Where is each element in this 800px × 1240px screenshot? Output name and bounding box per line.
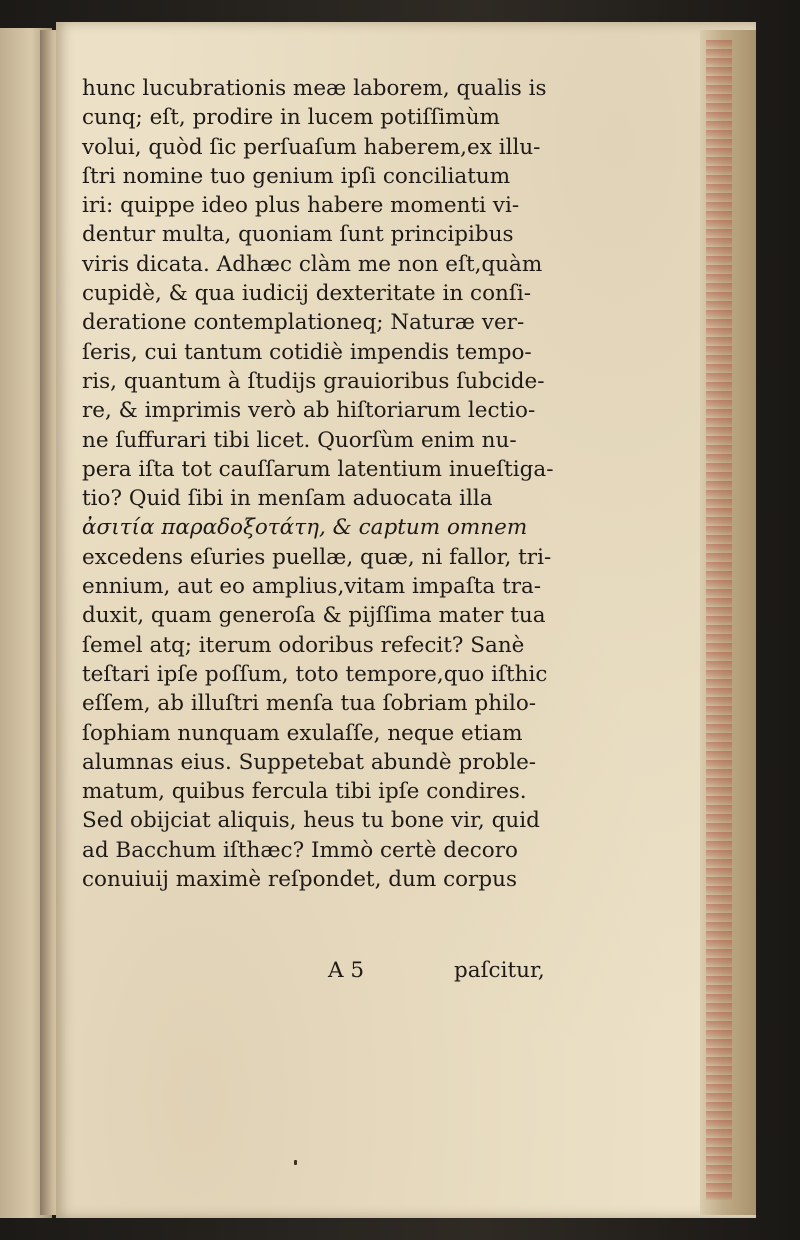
text-line: ad Bacchum iſthæc? Immò certè decoro bbox=[82, 837, 518, 863]
text-line: teſtari ipſe poſſum, toto tempore,quo iſthic bbox=[82, 661, 548, 687]
text-line: dentur multa, quoniam ſunt principibus bbox=[82, 222, 514, 248]
signature-mark: A 5 bbox=[328, 958, 365, 983]
text-line: conuiuij maximè reſpondet, dum corpus bbox=[82, 867, 517, 893]
text-line: alumnas eius. Suppetebat abundè proble- bbox=[82, 749, 537, 775]
text-line-greek: ἀσιτία παραδοξοτάτη, & captum omnem bbox=[82, 515, 528, 541]
text-line: deratione contemplationeq; Naturæ ver- bbox=[82, 310, 525, 336]
text-line: tio? Quid ſibi in menſam aduocata illa bbox=[82, 486, 493, 512]
text-line: cunq; eſt, prodire in lucem potiſſimùm bbox=[82, 105, 500, 131]
text-line: ſophiam nunquam exulaſſe, neque etiam bbox=[82, 720, 523, 746]
text-line: hunc lucubrationis meæ laborem, qualis is bbox=[82, 76, 547, 101]
text-line: volui, quòd ſic perſuaſum haberem,ex illu- bbox=[82, 134, 541, 160]
text-line: Sed obijciat aliquis, heus tu bone vir, quid bbox=[82, 808, 540, 834]
text-line: cupidè, & qua iudicij dexteritate in conſi- bbox=[82, 281, 531, 307]
text-line: ris, quantum à ſtudijs grauioribus ſubcide- bbox=[82, 368, 545, 394]
text-line: eſſem, ab illuſtri menſa tua ſobriam philo- bbox=[82, 691, 537, 717]
text-line: duxit, quam generoſa & pijſſima mater tua bbox=[82, 603, 546, 629]
text-line: ſemel atq; iterum odoribus refecit? Sanè bbox=[82, 632, 525, 658]
text-line: pera iſta tot cauſſarum latentium inueſtiga- bbox=[82, 456, 554, 482]
text-line: viris dicata. Adhæc clàm me non eſt,quàm bbox=[82, 251, 543, 277]
text-line: ſeris, cui tantum cotidiè impendis tempo- bbox=[82, 339, 532, 365]
catchword: paſcitur, bbox=[454, 958, 545, 983]
red-edge-staining bbox=[706, 40, 732, 1200]
ink-speck bbox=[294, 1160, 297, 1165]
text-line: ne ſuffurari tibi licet. Quorſùm enim nu- bbox=[82, 427, 517, 453]
text-line: re, & imprimis verò ab hiſtoriarum lectio- bbox=[82, 398, 536, 424]
text-line: excedens eſuries puellæ, quæ, ni fallor, tri- bbox=[82, 544, 552, 570]
text-line: ſtri nomine tuo genium ipſi conciliatum bbox=[82, 163, 511, 189]
text-line: ennium, aut eo amplius,vitam impaſta tra- bbox=[82, 574, 542, 600]
text-line: matum, quibus fercula tibi ipſe condires. bbox=[82, 779, 527, 805]
body-text bbox=[82, 74, 582, 894]
text-line: iri: quippe ideo plus habere momenti vi- bbox=[82, 193, 520, 219]
page-footer bbox=[82, 958, 582, 988]
